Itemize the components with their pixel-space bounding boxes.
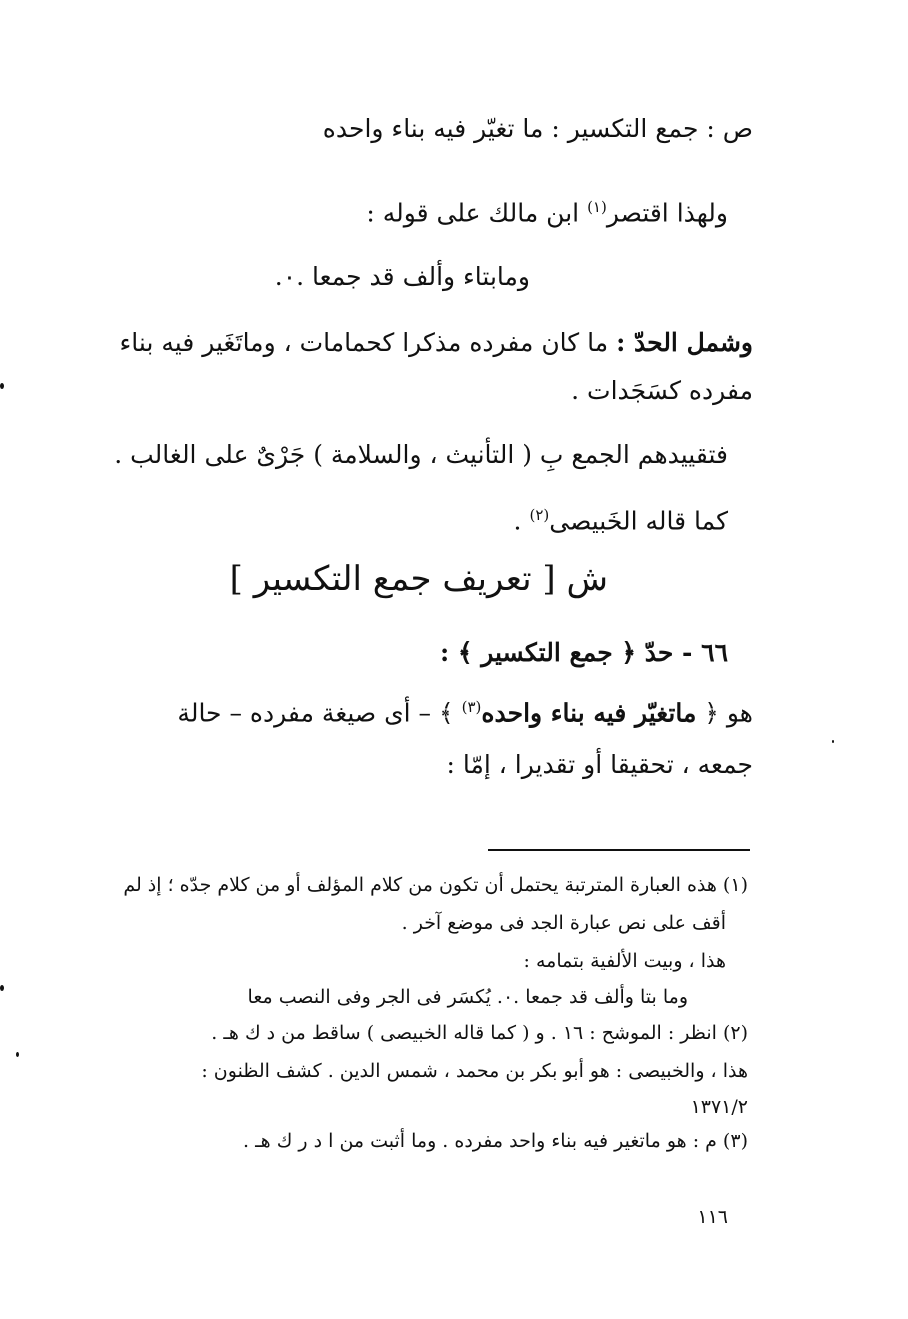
text-run: ﴾ – أى صيغة مفرده – حالة — [177, 698, 454, 728]
definition-line: جمعه ، تحقيقا أو تقديرا ، إمّا : — [446, 750, 753, 779]
footnote-ref-3: (٣) — [461, 698, 482, 716]
scan-speck — [832, 740, 834, 743]
text-run: هو ﴿ — [704, 698, 753, 728]
text-run: ابن مالك على قوله : — [366, 198, 580, 228]
footnote-1-line-2: أقف على نص عبارة الجد فى موضع آخر . — [401, 912, 726, 934]
definition-text — [177, 698, 753, 728]
text-run: . — [513, 506, 522, 536]
footnote-ref-1: (١) — [587, 198, 607, 216]
paragraph-khabisi — [513, 506, 728, 536]
text-run: ما كان مفرده مذكرا كحمامات ، وماتَغَير فيه بناء — [119, 328, 609, 357]
paragraph-definition-scope — [120, 330, 753, 355]
footnote-ref-2: (٢) — [529, 506, 550, 524]
footnote-1-line-3: هذا ، وبيت الألفية بتمامه : — [523, 950, 726, 972]
text-run: ولهذا اقتصر — [606, 198, 728, 228]
definition-label: حدّ ﴿ جمع التكسير ﴾ : — [439, 638, 674, 667]
paragraph-line: مفرده كسَجَدات . — [571, 376, 753, 405]
scan-speck — [16, 1052, 19, 1057]
footnote-2-line-3: ١٣٧١/٢ — [690, 1096, 748, 1118]
footnote-1-verse: وما بتا وألف قد جمعا .٠. يُكسَر فى الجر وفى النصب معا — [247, 986, 688, 1008]
paragraph-restriction: فتقييدهم الجمع بِ ( التأنيث ، والسلامة ) جَرْىٌ على الغالب . — [114, 440, 728, 469]
section-heading: ش [ تعريف جمع التكسير ] — [229, 559, 608, 599]
scan-speck — [0, 985, 4, 991]
text-run: كما قاله الخَبيصى — [549, 506, 728, 536]
running-header: ص : جمع التكسير : ما تغيّر فيه بناء واحده — [322, 114, 753, 143]
page-number: ١١٦ — [697, 1206, 728, 1228]
paragraph-ibn-malik — [366, 198, 728, 228]
footnote-separator — [488, 849, 750, 851]
bold-term: وشمل الحدّ : — [616, 328, 753, 357]
footnote-2-line-1: (٢) انظر : الموشح : ١٦ . و ( كما قاله الخبيصى ) ساقط من د ك هـ . — [211, 1022, 748, 1044]
footnote-1-line-1: (١) هذه العبارة المترتبة يحتمل أن تكون من كلام المؤلف أو من كلام جدّه ؛ إذ لم — [123, 874, 748, 896]
footnote-2-line-2: هذا ، والخبيصى : هو أبو بكر بن محمد ، شمس الدين . كشف الظنون : — [201, 1060, 748, 1082]
bold-definition: ماتغيّر فيه بناء واحده — [481, 698, 697, 728]
definition-number: ٦٦ - — [682, 638, 728, 667]
definition-title — [440, 640, 728, 665]
scan-speck — [0, 383, 4, 389]
footnote-3: (٣) م : هو ماتغير فيه بناء واحد مفرده . وما أثبت من ا د ر ك هـ . — [243, 1130, 748, 1152]
verse-quote: ومابتاء وألف قد جمعا .٠. — [274, 262, 530, 291]
